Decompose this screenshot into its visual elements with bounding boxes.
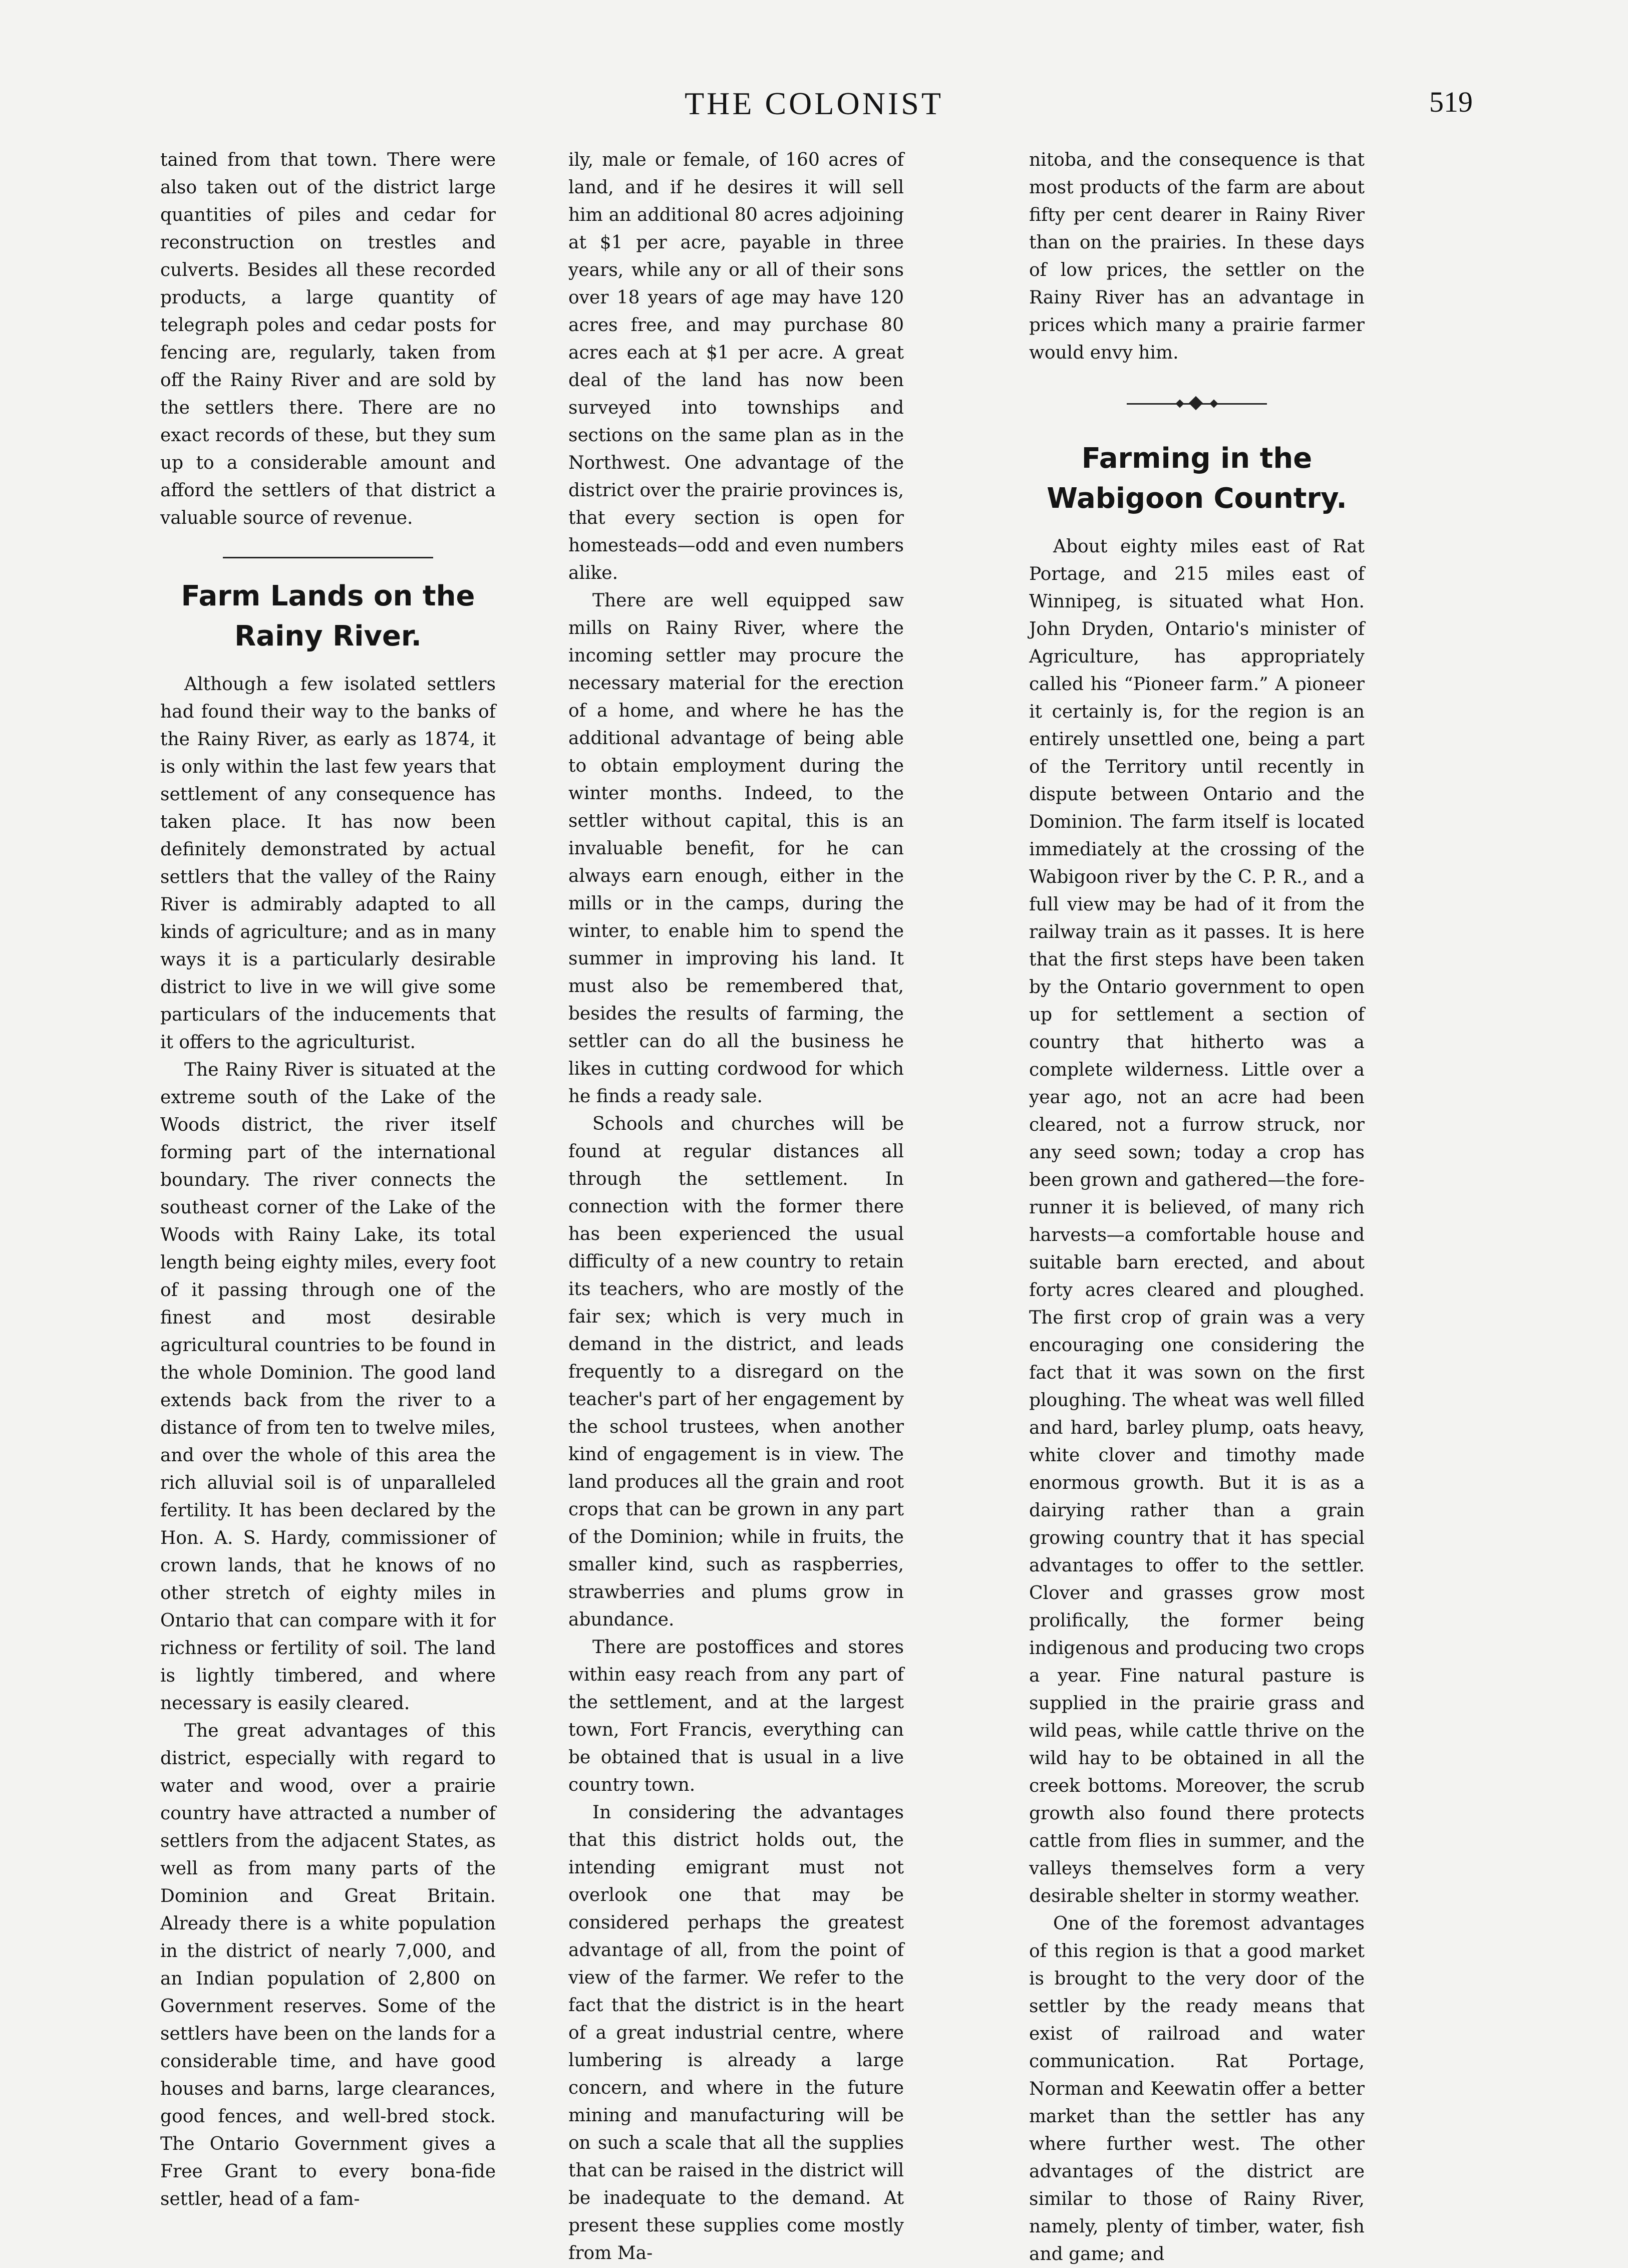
article-headline-wabigoon: Farming in the Wabigoon Country. bbox=[1047, 442, 1347, 515]
paragraph: There are well equipped saw mills on Rainy River, where the incoming settler may procure the necessary material for the erection of a home, and where he has the additional advantage of being able to obtain employment during the winter months. Indeed, to the settler without capital, this is an invaluable benefit, for he can always earn enough, either in the mills or in the camps, during the winter, to enable him to spend the summer in improving his land. It must also be remembered that, besides the results of farming, the settler can do all the business he likes in cutting cordwood for which he finds a ready sale. bbox=[568, 590, 904, 1107]
paragraph: The great advantages of this district, especially with regard to water and wood, over a prairie country have attracted a number of settlers from the adjacent States, as well as from many parts of the Dominion and Great Britain. Already there is a white population in the district of nearly 7,000, and an Indian population of 2,800 on Government reserves. Some of the settlers have been on the lands for a considerable time, and have good houses and barns, large clearances, good fences, and well-bred stock. The Ontario Government gives a Free Grant to every bona-fide settler, head of a fam- bbox=[160, 1721, 496, 2209]
column-2 bbox=[568, 146, 904, 2263]
ornamental-divider bbox=[1127, 394, 1267, 414]
paragraph: The Rainy River is situated at the extreme south of the Lake of the Woods district, the river itself forming part of the international boundary. The river connects the southeast corner of the Lake of the Woods with Rainy Lake, its total length being eighty miles, every foot of it passing through one of the finest and most desirable agricultural countries to be found in the whole Dominion. The good land extends back from the river to a distance of from ten to twelve miles, and over the whole of this area the rich alluvial soil is of unparalleled fertility. It has been declared by the Hon. A. S. Hardy, commissioner of crown lands, that he knows of no other stretch of eighty miles in Ontario that can compare with it for richness or fertility of soil. The land is lightly timbered, and where necessary is easily cleared. bbox=[160, 1060, 496, 1714]
paragraph: About eighty miles east of Rat Portage, and 215 miles east of Winnipeg, is situated what Hon. John Dryden, Ontario's minister of Agriculture, has appropriately called his “Pioneer farm.” A pioneer it certainly is, for the region is an entirely unsettled one, being a part of the Territory until recently in dispute between Ontario and the Dominion. The farm itself is located immediately at the crossing of the Wabigoon river by the C. P. R., and a full view may be had of it from the railway train as it passes. It is here that the first steps have been taken by the Ontario government to open up for settlement a section of country that hitherto was a complete wilderness. Little over a year ago, not an acre had been cleared, not a furrow struck, nor any seed sown; today a crop has been grown and gathered—the fore-runner it is believed, of many rich harvests—a comfortable house and suitable barn erected, and about forty acres cleared and ploughed. The first crop of grain was a very encouraging one considering the fact that it was sown on the first ploughing. The wheat was well filled and hard, barley plump, oats heavy, white clover and timothy made enormous growth. But it is as a dairying rather than a grain growing country that it has special advantages to offer to the settler. Clover and grasses grow most prolifically, the former being indigenous and producing two crops a year. Fine natural pasture is supplied in the prairie grass and wild peas, while cattle thrive on the wild hay to be obtained in all the creek bottoms. Moreover, the scrub growth also found there protects cattle from flies in summer, and the valleys themselves form a very desirable shelter in stormy weather. bbox=[1029, 536, 1365, 1906]
running-head bbox=[0, 85, 1628, 130]
page-number: 519 bbox=[1429, 86, 1473, 118]
running-title: THE COLONIST bbox=[685, 86, 943, 121]
column-1 bbox=[160, 146, 496, 2209]
paragraph: There are postoffices and stores within easy reach from any part of the settlement, and at the largest town, Fort Francis, everything can be obtained that is usual in a live country town. bbox=[568, 1637, 904, 1795]
paragraph-continued: ily, male or female, of 160 acres of land, and if he desires it will sell him an additional 80 acres adjoining at $1 per acre, payable in three years, while any or all of their sons over 18 years of age may have 120 acres free, and may purchase 80 acres each at $1 per acre. A great deal of the land has now been surveyed into townships and sections on the same plan as in the Northwest. One advantage of the district over the prairie provinces is, that every section is open for homesteads—odd and even numbers alike. bbox=[568, 150, 904, 583]
article-headline-rainy-river: Farm Lands on the Rainy River. bbox=[181, 580, 475, 653]
paragraph-continued: nitoba, and the consequence is that most products of the farm are about fifty per cent dearer in Rainy River than on the prairies. In these days of low prices, the settler on the Rainy River has an advantage in prices which many a prairie farmer would envy him. bbox=[1029, 150, 1365, 363]
paragraph-continued: tained from that town. There were also taken out of the district large quantities of piles and cedar for reconstruction on trestles and culverts. Besides all these recorded products, a large quantity of telegraph poles and cedar posts for fencing are, regularly, taken from off the Rainy River and are sold by the settlers there. There are no exact records of these, but they sum up to a considerable amount and afford the settlers of that district a valuable source of revenue. bbox=[160, 150, 496, 528]
paragraph: One of the foremost advantages of this region is that a good market is brought to the very door of the settler by the ready means that exist of railroad and water communication. Rat Portage, Norman and Keewatin offer a better market than the settler has any where further west. The other advantages of the district are similar to those of Rainy River, namely, plenty of timber, water, fish and game; and bbox=[1029, 1913, 1365, 2264]
column-3 bbox=[1029, 146, 1365, 2264]
section-divider bbox=[223, 557, 433, 558]
paragraph: Schools and churches will be found at regular distances all through the settlement. In connection with the former there has been experienced the usual difficulty of a new country to retain its teachers, who are mostly of the fair sex; which is very much in demand in the district, and leads frequently to a disregard on the teacher's part of her engagement by the school trustees, when another kind of engagement is in view. The land produces all the grain and root crops that can be grown in any part of the Dominion; while in fruits, the smaller kind, such as raspberries, strawberries and plums grow in abundance. bbox=[568, 1114, 904, 1630]
paragraph: Although a few isolated settlers had found their way to the banks of the Rainy River, as early as 1874, it is only within the last few years that settlement of any consequence has taken place. It has now been definitely demonstrated by actual settlers that the valley of the Rainy River is admirably adapted to all kinds of agriculture; and as in many ways it is a particularly desirable district to live in we will give some particulars of the inducements that it offers to the agriculturist. bbox=[160, 674, 496, 1053]
paragraph: In considering the advantages that this district holds out, the intending emigrant must not overlook one that may be considered perhaps the greatest advantage of all, from the point of view of the farmer. We refer to the fact that the district is in the heart of a great industrial centre, where lumbering is already a large concern, and where in the future mining and manufacturing will be on such a scale that all the supplies that can be raised in the district will be inadequate to the demand. At present these supplies come mostly from Ma- bbox=[568, 1802, 904, 2263]
